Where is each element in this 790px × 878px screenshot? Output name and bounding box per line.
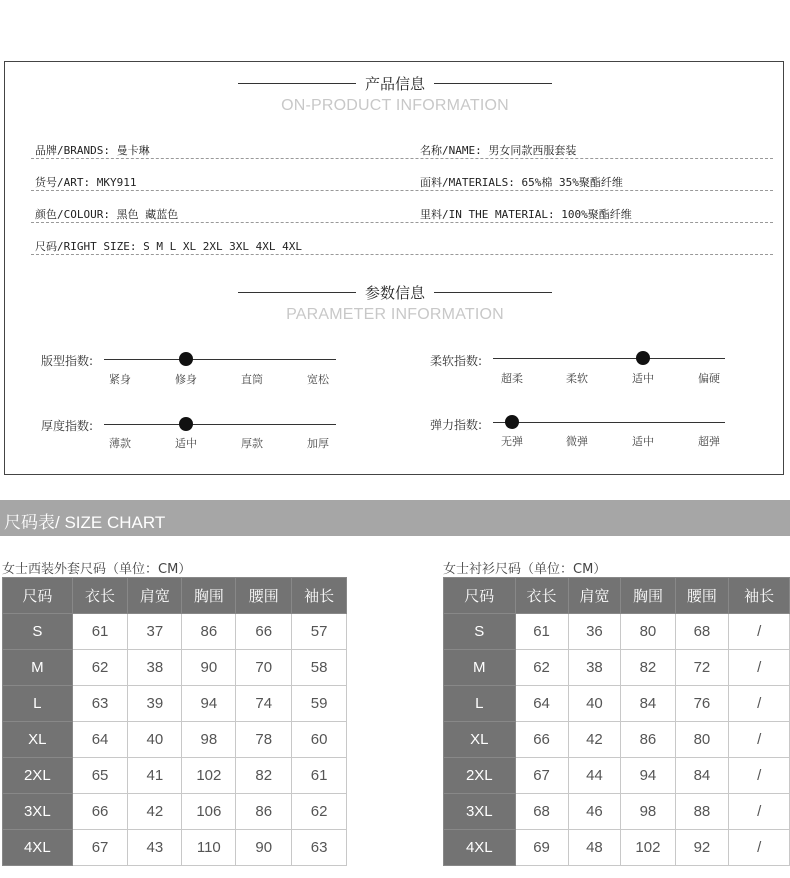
scale-label: 厚度指数: xyxy=(41,419,94,433)
scale-indicator-dot xyxy=(636,351,650,365)
table-cell: 46 xyxy=(568,794,621,830)
column-header: 衣长 xyxy=(515,578,568,614)
table-cell: 63 xyxy=(72,686,128,722)
table-cell: 43 xyxy=(128,830,182,866)
blazer-table-caption: 女士西装外套尺码（单位：CM） xyxy=(2,562,192,577)
size-cell: L xyxy=(444,686,516,722)
table-cell: 94 xyxy=(182,686,236,722)
table-cell: 58 xyxy=(292,650,347,686)
product-info-header xyxy=(0,73,790,94)
table-cell: 36 xyxy=(568,614,621,650)
parameter-subtitle: PARAMETER INFORMATION xyxy=(286,306,504,323)
table-cell: 88 xyxy=(675,794,729,830)
name-field: 名称/NAME: 男女同款西服套装 xyxy=(420,144,577,157)
lining-field: 里料/IN THE MATERIAL: 100%聚酯纤维 xyxy=(420,208,632,221)
scale-tick: 偏硬 xyxy=(698,372,720,385)
size-cell: 2XL xyxy=(444,758,516,794)
table-cell: 69 xyxy=(515,830,568,866)
table-cell: 39 xyxy=(128,686,182,722)
table-row xyxy=(3,614,347,650)
table-cell: 38 xyxy=(568,650,621,686)
table-cell: 74 xyxy=(236,686,292,722)
column-header: 胸围 xyxy=(621,578,675,614)
table-cell: 48 xyxy=(568,830,621,866)
table-cell: 86 xyxy=(182,614,236,650)
size-cell: M xyxy=(444,650,516,686)
size-cell: S xyxy=(444,614,516,650)
table-cell: 82 xyxy=(236,758,292,794)
table-cell: 63 xyxy=(292,830,347,866)
brand-field: 品牌/BRANDS: 曼卡琳 xyxy=(35,144,150,157)
table-cell: 66 xyxy=(236,614,292,650)
table-row xyxy=(444,650,790,686)
table-cell: 61 xyxy=(515,614,568,650)
divider xyxy=(31,254,773,255)
column-header: 腰围 xyxy=(675,578,729,614)
table-cell: 106 xyxy=(182,794,236,830)
size-cell: 4XL xyxy=(444,830,516,866)
scale-line xyxy=(104,424,336,425)
materials-field: 面料/MATERIALS: 65%棉 35%聚酯纤维 xyxy=(420,176,623,189)
column-header: 尺码 xyxy=(444,578,516,614)
size-cell: 3XL xyxy=(444,794,516,830)
table-row xyxy=(444,758,790,794)
divider xyxy=(434,83,552,84)
colour-field: 颜色/COLOUR: 黑色 藏蓝色 xyxy=(35,208,179,221)
scale-tick: 适中 xyxy=(175,437,197,450)
size-cell: L xyxy=(3,686,73,722)
size-cell: 2XL xyxy=(3,758,73,794)
table-cell: 102 xyxy=(182,758,236,794)
table-cell: 110 xyxy=(182,830,236,866)
table-cell: 90 xyxy=(182,650,236,686)
table-row xyxy=(444,614,790,650)
scale-tick: 适中 xyxy=(632,372,654,385)
column-header: 袖长 xyxy=(292,578,347,614)
table-cell: 78 xyxy=(236,722,292,758)
column-header: 腰围 xyxy=(236,578,292,614)
table-cell: 62 xyxy=(515,650,568,686)
divider xyxy=(31,222,773,223)
table-cell: 68 xyxy=(675,614,729,650)
table-cell: 44 xyxy=(568,758,621,794)
scale-tick: 超柔 xyxy=(501,372,523,385)
table-row xyxy=(444,722,790,758)
scale-tick: 紧身 xyxy=(109,373,131,386)
scale-line xyxy=(493,358,725,359)
table-cell: 66 xyxy=(72,794,128,830)
table-cell: 72 xyxy=(675,650,729,686)
divider xyxy=(31,158,773,159)
table-cell: 98 xyxy=(621,794,675,830)
size-cell: XL xyxy=(444,722,516,758)
scale-tick: 宽松 xyxy=(307,373,329,386)
size-chart-title: 尺码表/ SIZE CHART xyxy=(4,513,166,532)
table-cell: 76 xyxy=(675,686,729,722)
table-cell: 84 xyxy=(675,758,729,794)
table-cell: 102 xyxy=(621,830,675,866)
scale-tick: 无弹 xyxy=(501,435,523,448)
scale-line xyxy=(104,359,336,360)
table-row xyxy=(444,830,790,866)
column-header: 胸围 xyxy=(182,578,236,614)
shirt-size-table xyxy=(443,577,790,866)
divider xyxy=(238,292,356,293)
scale-tick: 微弹 xyxy=(566,435,588,448)
table-cell: 61 xyxy=(72,614,128,650)
table-cell: 80 xyxy=(621,614,675,650)
scale-label: 柔软指数: xyxy=(430,354,483,368)
size-field: 尺码/RIGHT SIZE: S M L XL 2XL 3XL 4XL 4XL xyxy=(35,240,303,253)
table-cell: 60 xyxy=(292,722,347,758)
divider xyxy=(31,190,773,191)
shirt-table-caption: 女士衬衫尺码（单位：CM） xyxy=(443,562,607,577)
table-cell: 62 xyxy=(72,650,128,686)
table-cell: 82 xyxy=(621,650,675,686)
scale-line xyxy=(493,422,725,423)
table-cell: 90 xyxy=(236,830,292,866)
table-cell: / xyxy=(729,794,790,830)
table-cell: / xyxy=(729,686,790,722)
size-cell: 4XL xyxy=(3,830,73,866)
scale-indicator-dot xyxy=(179,417,193,431)
table-row xyxy=(3,650,347,686)
table-cell: 84 xyxy=(621,686,675,722)
table-cell: 65 xyxy=(72,758,128,794)
column-header: 尺码 xyxy=(3,578,73,614)
table-row xyxy=(3,686,347,722)
table-cell: 40 xyxy=(568,686,621,722)
size-chart-band xyxy=(0,500,790,536)
table-cell: 40 xyxy=(128,722,182,758)
table-cell: 62 xyxy=(292,794,347,830)
column-header: 袖长 xyxy=(729,578,790,614)
size-cell: XL xyxy=(3,722,73,758)
parameter-title: 参数信息 xyxy=(364,284,425,302)
scale-tick: 薄款 xyxy=(109,437,131,450)
table-cell: / xyxy=(729,758,790,794)
scale-indicator-dot xyxy=(179,352,193,366)
table-cell: / xyxy=(729,830,790,866)
scale-tick: 柔软 xyxy=(566,372,588,385)
table-row xyxy=(444,794,790,830)
table-cell: 86 xyxy=(236,794,292,830)
scale-label: 弹力指数: xyxy=(430,418,483,432)
table-cell: 38 xyxy=(128,650,182,686)
table-cell: 70 xyxy=(236,650,292,686)
blazer-size-table xyxy=(2,577,347,866)
scale-tick: 直筒 xyxy=(241,373,263,386)
table-cell: 42 xyxy=(568,722,621,758)
art-field: 货号/ART: MKY911 xyxy=(35,176,137,189)
table-cell: 61 xyxy=(292,758,347,794)
scale-tick: 修身 xyxy=(175,373,197,386)
table-cell: 42 xyxy=(128,794,182,830)
table-row xyxy=(3,722,347,758)
table-row xyxy=(3,794,347,830)
table-cell: 59 xyxy=(292,686,347,722)
parameter-header xyxy=(0,282,790,303)
scale-tick: 适中 xyxy=(632,435,654,448)
table-cell: / xyxy=(729,650,790,686)
table-cell: / xyxy=(729,614,790,650)
table-row xyxy=(3,758,347,794)
scale-indicator-dot xyxy=(505,415,519,429)
product-info-title: 产品信息 xyxy=(364,75,425,93)
table-cell: 64 xyxy=(72,722,128,758)
table-row xyxy=(444,686,790,722)
column-header: 衣长 xyxy=(72,578,128,614)
table-cell: 68 xyxy=(515,794,568,830)
table-cell: 64 xyxy=(515,686,568,722)
column-header: 肩宽 xyxy=(568,578,621,614)
table-cell: 67 xyxy=(72,830,128,866)
size-cell: M xyxy=(3,650,73,686)
table-cell: 94 xyxy=(621,758,675,794)
scale-label: 版型指数: xyxy=(41,354,94,368)
table-cell: 37 xyxy=(128,614,182,650)
size-cell: S xyxy=(3,614,73,650)
table-cell: 57 xyxy=(292,614,347,650)
table-cell: 98 xyxy=(182,722,236,758)
product-info-panel xyxy=(4,61,784,475)
table-cell: / xyxy=(729,722,790,758)
scale-tick: 厚款 xyxy=(241,437,263,450)
table-row xyxy=(3,830,347,866)
table-cell: 86 xyxy=(621,722,675,758)
table-cell: 92 xyxy=(675,830,729,866)
table-cell: 67 xyxy=(515,758,568,794)
scale-tick: 加厚 xyxy=(307,437,329,450)
table-cell: 41 xyxy=(128,758,182,794)
scale-tick: 超弹 xyxy=(698,435,720,448)
table-cell: 80 xyxy=(675,722,729,758)
column-header: 肩宽 xyxy=(128,578,182,614)
divider xyxy=(238,83,356,84)
table-cell: 66 xyxy=(515,722,568,758)
divider xyxy=(434,292,552,293)
size-cell: 3XL xyxy=(3,794,73,830)
product-info-subtitle: ON-PRODUCT INFORMATION xyxy=(281,97,509,114)
